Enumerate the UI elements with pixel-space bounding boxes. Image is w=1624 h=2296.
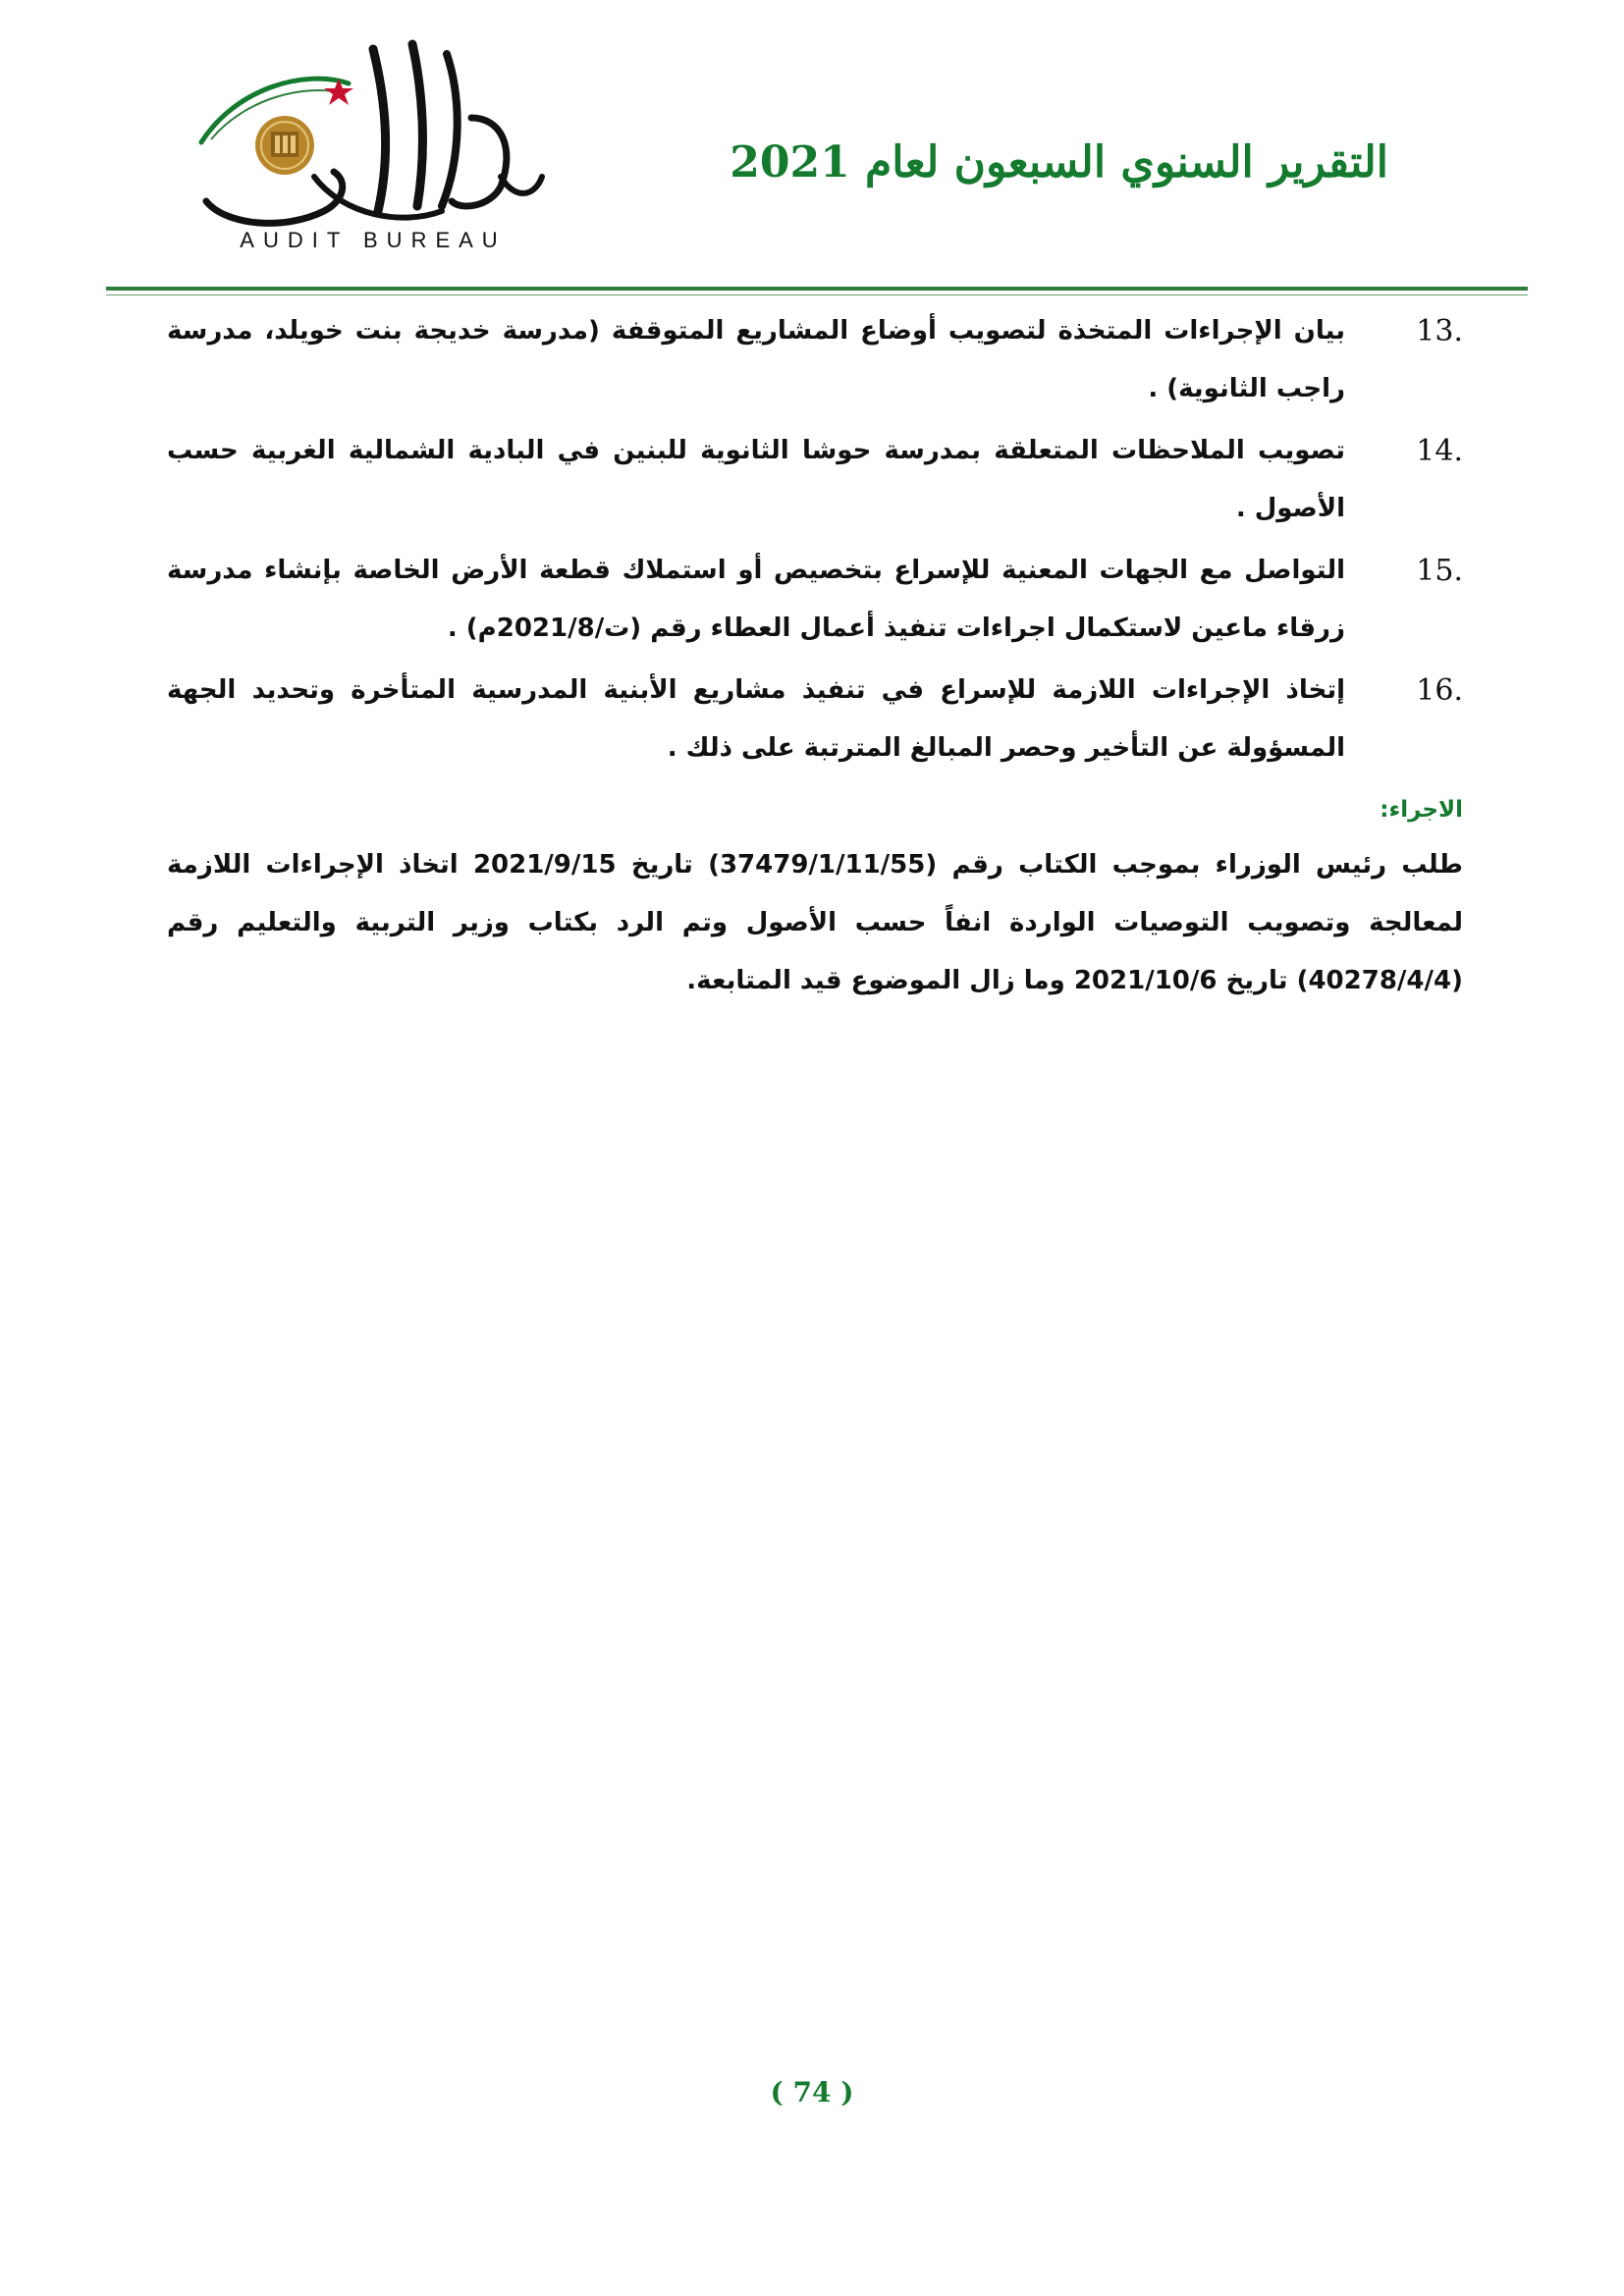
page-number: ( 74 ) bbox=[770, 2076, 854, 2109]
page-header bbox=[0, 0, 1624, 294]
list-item bbox=[167, 422, 1463, 538]
report-title: التقرير السنوي السبعون لعام 2021 bbox=[730, 137, 1388, 187]
list-item bbox=[167, 542, 1463, 658]
item-number: 14. bbox=[1416, 434, 1463, 468]
logo-graphic bbox=[177, 29, 569, 255]
action-paragraph: طلب رئيس الوزراء بموجب الكتاب رقم (37479/1/11/55) تاريخ 2021/9/15 اتخاذ الإجراءات اللازمة لمعالجة وتصويب التوصيات الواردة انفاً حسب الأصول وتم الرد بكتاب وزير التربية والتعليم رقم (40278/4/4) تاريخ 2021/10/6 وما زال الموضوع قيد المتابعة. bbox=[167, 850, 1463, 995]
list-item bbox=[167, 662, 1463, 777]
action-heading: الاجراء: bbox=[1380, 797, 1463, 823]
item-number: 13. bbox=[1416, 314, 1463, 348]
item-text: التواصل مع الجهات المعنية للإسراع بتخصيص أو استملاك قطعة الأرض الخاصة بإنشاء مدرسة زرقاء ماعين لاستكمال اجراءات تنفيذ أعمال العطاء رقم (ت/2021/8م) . bbox=[167, 556, 1345, 643]
header-divider-thin bbox=[106, 294, 1528, 295]
audit-bureau-logo bbox=[177, 29, 569, 255]
logo-caption: AUDIT BUREAU bbox=[240, 228, 507, 252]
list-item bbox=[167, 302, 1463, 418]
item-text: تصويب الملاحظات المتعلقة بمدرسة حوشا الثانوية للبنين في البادية الشمالية الغربية حسب الأصول . bbox=[167, 436, 1345, 523]
item-number: 15. bbox=[1416, 554, 1463, 588]
item-text: بيان الإجراءات المتخذة لتصويب أوضاع المشاريع المتوقفة (مدرسة خديجة بنت خويلد، مدرسة راجب الثانوية) . bbox=[167, 316, 1345, 403]
report-body bbox=[167, 302, 1463, 1010]
item-number: 16. bbox=[1416, 673, 1463, 708]
header-divider bbox=[106, 287, 1528, 291]
item-text: إتخاذ الإجراءات اللازمة للإسراع في تنفيذ مشاريع الأبنية المدرسية المتأخرة وتحديد الجهة المسؤولة عن التأخير وحصر المبالغ المترتبة على ذلك . bbox=[167, 675, 1345, 763]
